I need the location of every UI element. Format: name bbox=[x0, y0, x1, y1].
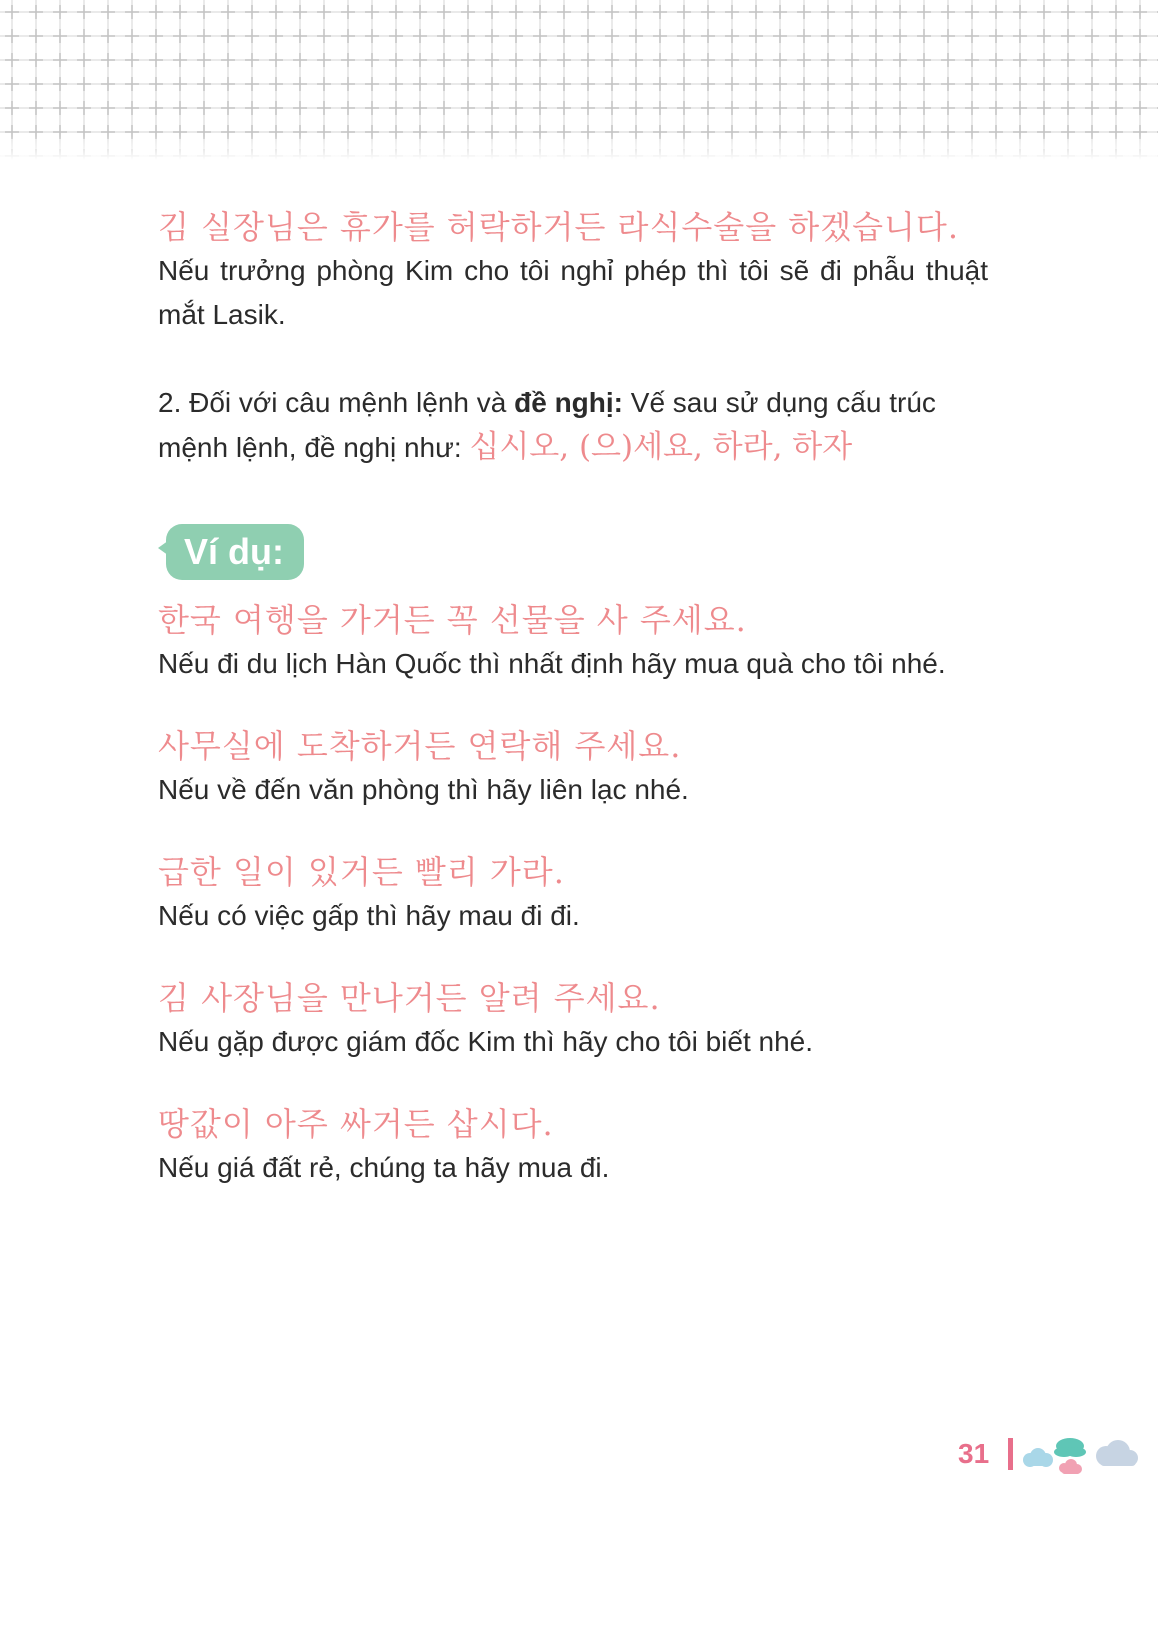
rule-note bbox=[158, 381, 988, 470]
korean-sentence: 급한 일이 있거든 빨리 가라. bbox=[158, 853, 565, 891]
example-badge-label: Ví dụ: bbox=[166, 524, 304, 580]
example-badge bbox=[158, 524, 988, 584]
example-item bbox=[158, 598, 988, 686]
page-footer bbox=[958, 1432, 1138, 1482]
korean-sentence: 김 사장님을 만나거든 알려 주세요. bbox=[158, 979, 661, 1017]
rule-note-prefix: 2. Đối với câu mệnh lệnh và bbox=[158, 387, 515, 418]
korean-sentence: 한국 여행을 가거든 꼭 선물을 사 주세요. bbox=[158, 601, 747, 639]
vietnamese-translation: Nếu có việc gấp thì hãy mau đi đi. bbox=[158, 900, 580, 931]
example-item bbox=[158, 850, 988, 938]
example-item bbox=[158, 1102, 988, 1190]
vietnamese-translation: Nếu trưởng phòng Kim cho tôi nghỉ phép thì tôi sẽ đi phẫu thuật mắt Lasik. bbox=[158, 255, 988, 330]
rule-note-bold: đề nghị: bbox=[514, 387, 623, 418]
korean-sentence: 땅값이 아주 싸거든 삽시다. bbox=[158, 1105, 554, 1143]
korean-sentence: 사무실에 도착하거든 연락해 주세요. bbox=[158, 727, 682, 765]
page-divider bbox=[1008, 1438, 1013, 1470]
rule-note-suffix: Vế sau sử dụng cấu trúc mệnh lệnh, đề nghị như: bbox=[158, 387, 936, 463]
rule-note-korean-forms: 십시오, (으)세요, 하라, 하자 bbox=[469, 429, 853, 465]
page-content bbox=[158, 205, 988, 1190]
vietnamese-translation: Nếu đi du lịch Hàn Quốc thì nhất định hãy mua quà cho tôi nhé. bbox=[158, 648, 946, 679]
korean-sentence: 김 실장님은 휴가를 허락하거든 라식수술을 하겠습니다. bbox=[158, 208, 960, 246]
example-item bbox=[158, 724, 988, 812]
example-item bbox=[158, 976, 988, 1064]
vietnamese-translation: Nếu về đến văn phòng thì hãy liên lạc nhé. bbox=[158, 774, 689, 805]
vietnamese-translation: Nếu gặp được giám đốc Kim thì hãy cho tôi biết nhé. bbox=[158, 1026, 814, 1057]
grid-pattern-header bbox=[0, 0, 1158, 160]
vietnamese-translation: Nếu giá đất rẻ, chúng ta hãy mua đi. bbox=[158, 1152, 610, 1183]
page-number: 31 bbox=[958, 1438, 990, 1469]
intro-example bbox=[158, 205, 988, 337]
clouds-icon bbox=[1020, 1432, 1138, 1482]
